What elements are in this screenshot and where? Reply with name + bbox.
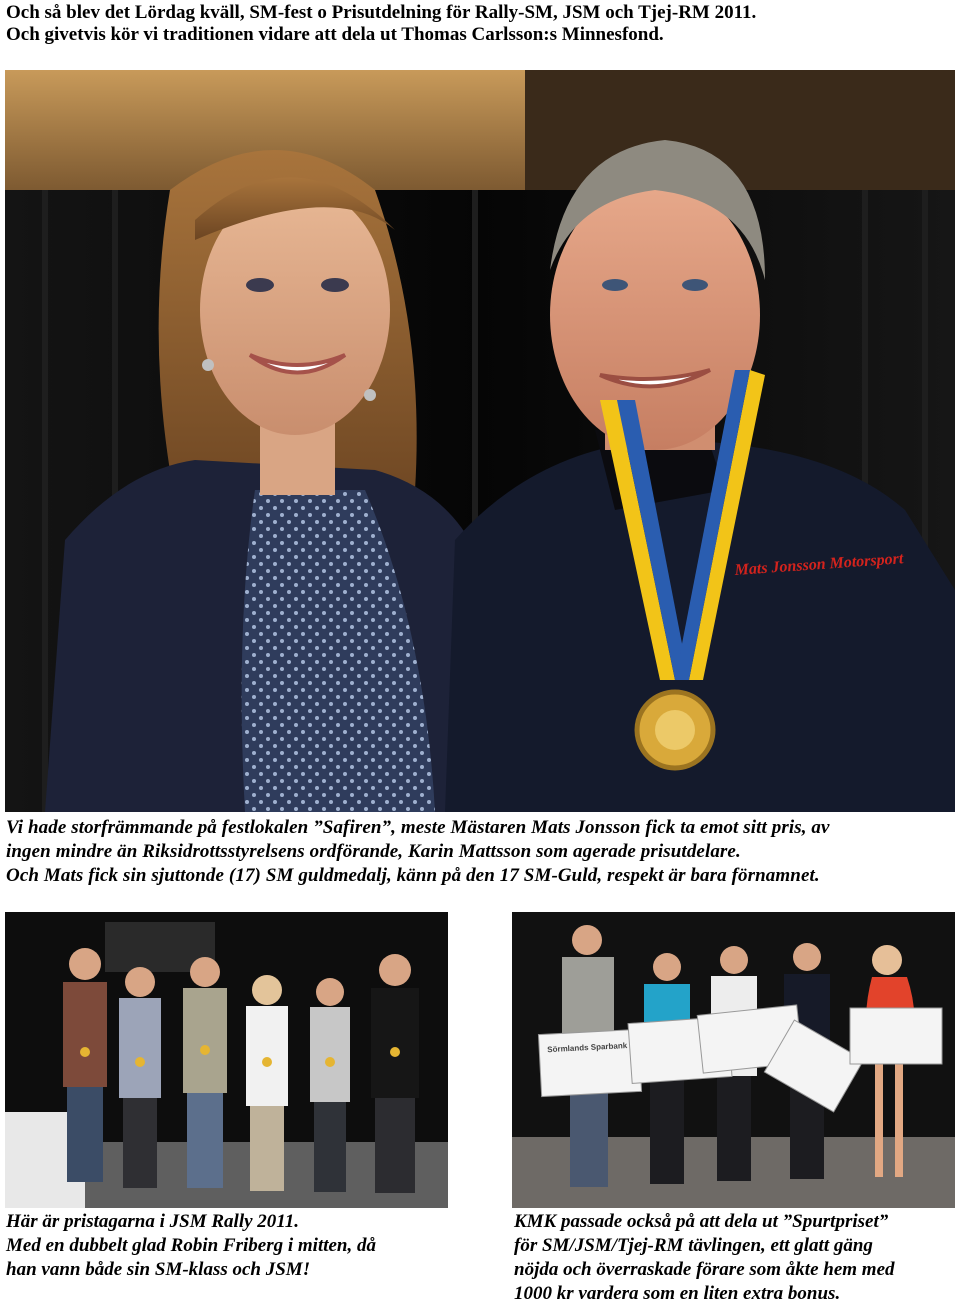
kmk-photo bbox=[512, 912, 955, 1208]
cheque-1 bbox=[538, 1029, 641, 1096]
jsm-caption-line-1: Här är pristagarna i JSM Rally 2011. bbox=[6, 1211, 299, 1232]
winner-5 bbox=[310, 978, 350, 1192]
cheque-sponsor-label: Sörmlands Sparbank bbox=[547, 1041, 628, 1055]
intro-line-1: Och så blev det Lördag kväll, SM-fest o Prisutdelning för Rally-SM, JSM och Tjej-RM 2011. bbox=[6, 2, 757, 23]
main-photo bbox=[5, 70, 955, 812]
kmk-caption bbox=[514, 1210, 954, 1306]
kmk-caption-line-4: 1000 kr vardera som en liten extra bonus. bbox=[514, 1283, 841, 1304]
winner-3 bbox=[183, 957, 227, 1188]
winner-4 bbox=[246, 975, 288, 1191]
earring-right bbox=[364, 389, 376, 401]
main-caption bbox=[6, 816, 954, 888]
winner-1 bbox=[63, 948, 107, 1182]
cheque-5 bbox=[850, 1008, 942, 1064]
main-photo-illustration bbox=[5, 70, 955, 812]
main-caption-line-1: Vi hade storfrämmande på festlokalen ”Safiren”, meste Mästaren Mats Jonsson fick ta emot sitt pris, av bbox=[6, 817, 830, 838]
jsm-photo bbox=[5, 912, 448, 1208]
kmk-caption-line-1: KMK passade också på att dela ut ”Spurtpriset” bbox=[514, 1211, 889, 1232]
man-eye-right bbox=[682, 279, 708, 291]
jsm-caption-line-2: Med en dubbelt glad Robin Friberg i mitten, då bbox=[6, 1235, 376, 1256]
winner-2 bbox=[119, 967, 161, 1188]
woman-eye-right bbox=[321, 278, 349, 292]
shirt-logo: Mats Jonsson Motorsport bbox=[734, 550, 904, 579]
intro-text bbox=[6, 2, 954, 46]
woman-eye-left bbox=[246, 278, 274, 292]
main-caption-line-2: ingen mindre än Riksidrottsstyrelsens ordförande, Karin Mattsson som agerade prisutdelare. bbox=[6, 841, 741, 862]
jsm-photo-illustration bbox=[5, 912, 448, 1208]
gold-medal-center bbox=[655, 710, 695, 750]
main-caption-line-3: Och Mats fick sin sjuttonde (17) SM guldmedalj, känn på den 17 SM-Guld, respekt är bara förnamnet. bbox=[6, 865, 820, 886]
earring-left bbox=[202, 359, 214, 371]
kmk-caption-line-2: för SM/JSM/Tjej-RM tävlingen, ett glatt gäng bbox=[514, 1235, 873, 1256]
intro-line-2: Och givetvis kör vi traditionen vidare att dela ut Thomas Carlsson:s Minnesfond. bbox=[6, 24, 664, 45]
kmk-caption-line-3: nöjda och överraskade förare som åkte hem med bbox=[514, 1259, 895, 1280]
winner-6 bbox=[371, 954, 419, 1193]
jsm-caption-line-3: han vann både sin SM-klass och JSM! bbox=[6, 1259, 311, 1280]
man-eye-left bbox=[602, 279, 628, 291]
jsm-caption bbox=[6, 1210, 446, 1282]
kmk-photo-illustration bbox=[512, 912, 955, 1208]
